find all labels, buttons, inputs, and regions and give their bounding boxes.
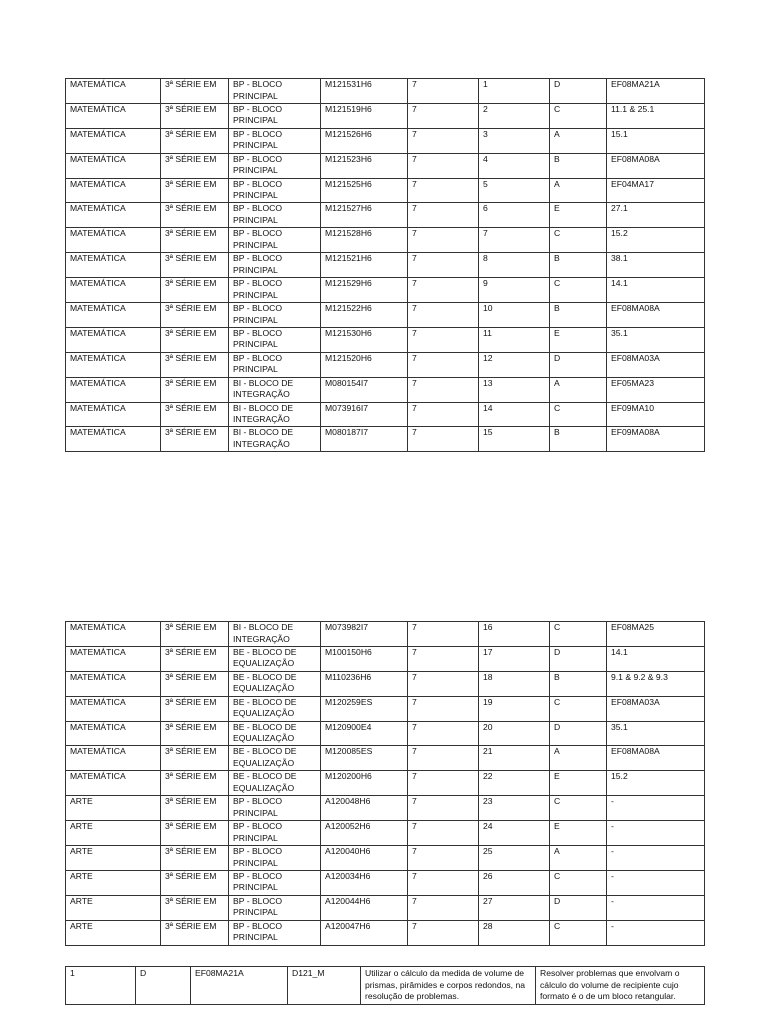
table-cell: BP - BLOCO PRINCIPAL — [229, 327, 321, 352]
table-cell: C — [550, 278, 607, 303]
table-cell: - — [607, 796, 705, 821]
table-row — [66, 771, 705, 796]
table-cell: 7 — [408, 402, 479, 427]
table-cell: 7 — [408, 846, 479, 871]
table-row — [66, 796, 705, 821]
table-row — [66, 646, 705, 671]
table-cell: 3ª SÉRIE EM — [161, 920, 229, 945]
table-cell: M120900E4 — [321, 721, 408, 746]
table-cell: M121523H6 — [321, 153, 408, 178]
table-row — [66, 870, 705, 895]
table-cell: 15.2 — [607, 228, 705, 253]
table-cell: EF09MA08A — [607, 427, 705, 452]
table-cell: 7 — [408, 79, 479, 104]
table-cell: BP - BLOCO PRINCIPAL — [229, 920, 321, 945]
table-cell: 6 — [479, 203, 550, 228]
table-cell: C — [550, 920, 607, 945]
table-cell: 1 — [479, 79, 550, 104]
table-row — [66, 377, 705, 402]
table-cell: 3ª SÉRIE EM — [161, 402, 229, 427]
table-cell: M100150H6 — [321, 646, 408, 671]
table-row — [66, 253, 705, 278]
table-cell: MATEMÁTICA — [66, 278, 161, 303]
table-cell: MATEMÁTICA — [66, 671, 161, 696]
table-cell: 7 — [408, 696, 479, 721]
table-cell: MATEMÁTICA — [66, 377, 161, 402]
table-cell: BE - BLOCO DE EQUALIZAÇÃO — [229, 771, 321, 796]
table-cell: MATEMÁTICA — [66, 352, 161, 377]
table-row — [66, 327, 705, 352]
table-cell: EF08MA08A — [607, 303, 705, 328]
table-row — [66, 79, 705, 104]
table-cell: MATEMÁTICA — [66, 771, 161, 796]
table-cell: M080187I7 — [321, 427, 408, 452]
table-cell: 3ª SÉRIE EM — [161, 327, 229, 352]
table-cell: 7 — [408, 253, 479, 278]
table-cell: BP - BLOCO PRINCIPAL — [229, 278, 321, 303]
table-cell: D — [550, 646, 607, 671]
table-cell: M121525H6 — [321, 178, 408, 203]
table-cell: 9 — [479, 278, 550, 303]
table-cell: D — [550, 895, 607, 920]
table-cell: A — [550, 377, 607, 402]
table-cell: MATEMÁTICA — [66, 646, 161, 671]
table-cell: 11.1 & 25.1 — [607, 103, 705, 128]
table-cell: B — [550, 153, 607, 178]
descriptor-table-body — [66, 967, 705, 1005]
table-cell: MATEMÁTICA — [66, 128, 161, 153]
table-cell: 7 — [408, 427, 479, 452]
table-cell: M121522H6 — [321, 303, 408, 328]
table-cell: 3ª SÉRIE EM — [161, 895, 229, 920]
table-cell: MATEMÁTICA — [66, 327, 161, 352]
table-row — [66, 622, 705, 647]
table-row — [66, 721, 705, 746]
table-cell: 24 — [479, 821, 550, 846]
table-cell: BP - BLOCO PRINCIPAL — [229, 895, 321, 920]
table-row — [66, 895, 705, 920]
table-cell: ARTE — [66, 821, 161, 846]
table-cell: EF08MA08A — [607, 153, 705, 178]
table-cell: 14.1 — [607, 278, 705, 303]
table-cell: 18 — [479, 671, 550, 696]
table-cell: BE - BLOCO DE EQUALIZAÇÃO — [229, 696, 321, 721]
table-cell: M110236H6 — [321, 671, 408, 696]
table-cell: MATEMÁTICA — [66, 103, 161, 128]
table-cell: 23 — [479, 796, 550, 821]
table-cell: EF08MA25 — [607, 622, 705, 647]
table-cell: 15.2 — [607, 771, 705, 796]
table-cell: 10 — [479, 303, 550, 328]
table-cell: EF08MA03A — [607, 696, 705, 721]
table-cell: 3ª SÉRIE EM — [161, 771, 229, 796]
table-cell: M121529H6 — [321, 278, 408, 303]
table-cell: - — [607, 920, 705, 945]
table-cell: 3ª SÉRIE EM — [161, 721, 229, 746]
table-cell: ARTE — [66, 895, 161, 920]
table-cell: M121530H6 — [321, 327, 408, 352]
table-cell: 25 — [479, 846, 550, 871]
table-cell: 3ª SÉRIE EM — [161, 128, 229, 153]
table-cell: M121531H6 — [321, 79, 408, 104]
table-cell: E — [550, 821, 607, 846]
table-row — [66, 821, 705, 846]
table-cell: 7 — [408, 303, 479, 328]
table-cell: Utilizar o cálculo da medida de volume de prismas, pirâmides e corpos redondos, na resolução de problemas. — [361, 967, 536, 1005]
table-cell: 7 — [408, 746, 479, 771]
table-cell: C — [550, 696, 607, 721]
table-cell: 4 — [479, 153, 550, 178]
table-cell: M120259ES — [321, 696, 408, 721]
table-cell: 13 — [479, 377, 550, 402]
items-table-2 — [65, 621, 705, 946]
table-row — [66, 303, 705, 328]
table-cell: BP - BLOCO PRINCIPAL — [229, 228, 321, 253]
table-cell: 3ª SÉRIE EM — [161, 278, 229, 303]
table-row — [66, 920, 705, 945]
table-cell: B — [550, 303, 607, 328]
table-cell: BP - BLOCO PRINCIPAL — [229, 821, 321, 846]
table-cell: BI - BLOCO DE INTEGRAÇÃO — [229, 622, 321, 647]
table-cell: BP - BLOCO PRINCIPAL — [229, 203, 321, 228]
table-cell: BP - BLOCO PRINCIPAL — [229, 103, 321, 128]
table-cell: 3ª SÉRIE EM — [161, 228, 229, 253]
table-cell: A120047H6 — [321, 920, 408, 945]
table-cell: D — [136, 967, 191, 1005]
table-cell: ARTE — [66, 846, 161, 871]
table-cell: BI - BLOCO DE INTEGRAÇÃO — [229, 402, 321, 427]
table-cell: 3ª SÉRIE EM — [161, 821, 229, 846]
table-cell: - — [607, 870, 705, 895]
table-cell: 7 — [408, 278, 479, 303]
table-cell: 3ª SÉRIE EM — [161, 427, 229, 452]
table-cell: MATEMÁTICA — [66, 746, 161, 771]
table-row — [66, 278, 705, 303]
table-cell: M080154I7 — [321, 377, 408, 402]
table-cell: 7 — [408, 622, 479, 647]
table-cell: 7 — [408, 327, 479, 352]
table-row — [66, 228, 705, 253]
table-cell: E — [550, 771, 607, 796]
table-cell: 7 — [408, 721, 479, 746]
table-cell: D121_M — [288, 967, 361, 1005]
table-cell: M121527H6 — [321, 203, 408, 228]
table-cell: A — [550, 128, 607, 153]
items-table-2-body — [66, 622, 705, 946]
table-cell: BP - BLOCO PRINCIPAL — [229, 303, 321, 328]
table-cell: 7 — [408, 128, 479, 153]
table-cell: 7 — [408, 377, 479, 402]
table-cell: 7 — [408, 178, 479, 203]
table-cell: BP - BLOCO PRINCIPAL — [229, 870, 321, 895]
table-cell: A — [550, 846, 607, 871]
table-cell: MATEMÁTICA — [66, 178, 161, 203]
table-cell: 7 — [408, 646, 479, 671]
table-cell: - — [607, 821, 705, 846]
table-cell: 20 — [479, 721, 550, 746]
table-cell: BP - BLOCO PRINCIPAL — [229, 153, 321, 178]
table-cell: 26 — [479, 870, 550, 895]
table-cell: 3ª SÉRIE EM — [161, 103, 229, 128]
table-cell: A120052H6 — [321, 821, 408, 846]
table-cell: 2 — [479, 103, 550, 128]
table-cell: C — [550, 402, 607, 427]
table-cell: 21 — [479, 746, 550, 771]
table-cell: 3ª SÉRIE EM — [161, 746, 229, 771]
table-cell: 11 — [479, 327, 550, 352]
table-cell: BP - BLOCO PRINCIPAL — [229, 352, 321, 377]
table-cell: 7 — [408, 203, 479, 228]
table-cell: 7 — [479, 228, 550, 253]
table-cell: BP - BLOCO PRINCIPAL — [229, 796, 321, 821]
table-cell: 3ª SÉRIE EM — [161, 303, 229, 328]
table-cell: MATEMÁTICA — [66, 622, 161, 647]
table-cell: MATEMÁTICA — [66, 228, 161, 253]
table-row — [66, 153, 705, 178]
table-cell: BE - BLOCO DE EQUALIZAÇÃO — [229, 721, 321, 746]
table-cell: MATEMÁTICA — [66, 721, 161, 746]
table-cell: 7 — [408, 821, 479, 846]
table-cell: - — [607, 846, 705, 871]
table-row — [66, 352, 705, 377]
table-cell: 22 — [479, 771, 550, 796]
table-cell: EF09MA10 — [607, 402, 705, 427]
table-cell: ARTE — [66, 796, 161, 821]
table-cell: 3ª SÉRIE EM — [161, 622, 229, 647]
table-cell: C — [550, 228, 607, 253]
table-row — [66, 746, 705, 771]
table-cell: BE - BLOCO DE EQUALIZAÇÃO — [229, 646, 321, 671]
table-cell: BP - BLOCO PRINCIPAL — [229, 128, 321, 153]
table-cell: 3ª SÉRIE EM — [161, 646, 229, 671]
table-cell: 1 — [66, 967, 136, 1005]
table-cell: M121528H6 — [321, 228, 408, 253]
table-cell: Resolver problemas que envolvam o cálculo do volume de recipiente cujo formato é o de um bloco retangular. — [536, 967, 705, 1005]
table-cell: 7 — [408, 228, 479, 253]
table-cell: MATEMÁTICA — [66, 79, 161, 104]
table-cell: - — [607, 895, 705, 920]
table-cell: M121519H6 — [321, 103, 408, 128]
table-cell: A120048H6 — [321, 796, 408, 821]
table-cell: 3ª SÉRIE EM — [161, 870, 229, 895]
table-cell: 16 — [479, 622, 550, 647]
table-cell: EF08MA21A — [607, 79, 705, 104]
table-row — [66, 967, 705, 1005]
table-cell: M073982I7 — [321, 622, 408, 647]
table-cell: 19 — [479, 696, 550, 721]
table-cell: 15.1 — [607, 128, 705, 153]
table-cell: D — [550, 352, 607, 377]
table-row — [66, 178, 705, 203]
table-cell: MATEMÁTICA — [66, 203, 161, 228]
table-cell: 15 — [479, 427, 550, 452]
table-cell: E — [550, 203, 607, 228]
table-cell: BI - BLOCO DE INTEGRAÇÃO — [229, 427, 321, 452]
table-cell: MATEMÁTICA — [66, 253, 161, 278]
table-cell: M120200H6 — [321, 771, 408, 796]
table-cell: 3ª SÉRIE EM — [161, 153, 229, 178]
table-cell: ARTE — [66, 870, 161, 895]
table-cell: 14 — [479, 402, 550, 427]
table-cell: 3ª SÉRIE EM — [161, 671, 229, 696]
table-cell: 35.1 — [607, 721, 705, 746]
table-cell: 3ª SÉRIE EM — [161, 696, 229, 721]
table-cell: 3ª SÉRIE EM — [161, 203, 229, 228]
table-cell: E — [550, 327, 607, 352]
table-cell: 8 — [479, 253, 550, 278]
table-cell: EF08MA21A — [191, 967, 288, 1005]
table-cell: MATEMÁTICA — [66, 427, 161, 452]
table-cell: EF08MA08A — [607, 746, 705, 771]
table-cell: 35.1 — [607, 327, 705, 352]
table-cell: 27 — [479, 895, 550, 920]
table-cell: MATEMÁTICA — [66, 696, 161, 721]
table-cell: 17 — [479, 646, 550, 671]
table-row — [66, 427, 705, 452]
table-cell: BP - BLOCO PRINCIPAL — [229, 846, 321, 871]
table-cell: C — [550, 103, 607, 128]
table-cell: 7 — [408, 153, 479, 178]
table-cell: A120040H6 — [321, 846, 408, 871]
table-row — [66, 128, 705, 153]
table-row — [66, 203, 705, 228]
table-cell: ARTE — [66, 920, 161, 945]
table-row — [66, 103, 705, 128]
table-cell: 3ª SÉRIE EM — [161, 178, 229, 203]
table-cell: MATEMÁTICA — [66, 303, 161, 328]
table-cell: EF05MA23 — [607, 377, 705, 402]
table-cell: 38.1 — [607, 253, 705, 278]
table-cell: 7 — [408, 671, 479, 696]
table-row — [66, 696, 705, 721]
table-cell: B — [550, 253, 607, 278]
table-cell: 14.1 — [607, 646, 705, 671]
table-cell: M121521H6 — [321, 253, 408, 278]
table-cell: 3ª SÉRIE EM — [161, 253, 229, 278]
table-cell: BE - BLOCO DE EQUALIZAÇÃO — [229, 671, 321, 696]
table-cell: 7 — [408, 352, 479, 377]
table-cell: D — [550, 79, 607, 104]
table-cell: 9.1 & 9.2 & 9.3 — [607, 671, 705, 696]
table-row — [66, 846, 705, 871]
items-table-1-body — [66, 79, 705, 452]
table-cell: A120044H6 — [321, 895, 408, 920]
table-cell: B — [550, 671, 607, 696]
table-cell: 7 — [408, 870, 479, 895]
table-cell: C — [550, 796, 607, 821]
table-cell: D — [550, 721, 607, 746]
items-table-1 — [65, 78, 705, 452]
table-cell: M073916I7 — [321, 402, 408, 427]
table-cell: A — [550, 178, 607, 203]
table-cell: A — [550, 746, 607, 771]
table-cell: 7 — [408, 895, 479, 920]
table-cell: BP - BLOCO PRINCIPAL — [229, 253, 321, 278]
table-cell: EF08MA03A — [607, 352, 705, 377]
table-cell: 3 — [479, 128, 550, 153]
table-row — [66, 402, 705, 427]
table-cell: MATEMÁTICA — [66, 153, 161, 178]
table-cell: 12 — [479, 352, 550, 377]
table-cell: C — [550, 870, 607, 895]
table-cell: 3ª SÉRIE EM — [161, 846, 229, 871]
table-cell: 3ª SÉRIE EM — [161, 352, 229, 377]
table-cell: 7 — [408, 103, 479, 128]
table-cell: 7 — [408, 796, 479, 821]
table-cell: M120085ES — [321, 746, 408, 771]
table-cell: BP - BLOCO PRINCIPAL — [229, 178, 321, 203]
table-cell: BP - BLOCO PRINCIPAL — [229, 79, 321, 104]
table-cell: 7 — [408, 771, 479, 796]
table-cell: 3ª SÉRIE EM — [161, 377, 229, 402]
table-cell: A120034H6 — [321, 870, 408, 895]
table-cell: EF04MA17 — [607, 178, 705, 203]
table-cell: 7 — [408, 920, 479, 945]
table-cell: 5 — [479, 178, 550, 203]
table-cell: MATEMÁTICA — [66, 402, 161, 427]
table-cell: C — [550, 622, 607, 647]
table-cell: M121520H6 — [321, 352, 408, 377]
table-cell: 3ª SÉRIE EM — [161, 79, 229, 104]
table-cell: M121526H6 — [321, 128, 408, 153]
table-cell: 28 — [479, 920, 550, 945]
descriptor-table — [65, 966, 705, 1005]
table-row — [66, 671, 705, 696]
table-cell: BI - BLOCO DE INTEGRAÇÃO — [229, 377, 321, 402]
table-cell: 3ª SÉRIE EM — [161, 796, 229, 821]
table-cell: B — [550, 427, 607, 452]
table-cell: 27.1 — [607, 203, 705, 228]
table-cell: BE - BLOCO DE EQUALIZAÇÃO — [229, 746, 321, 771]
